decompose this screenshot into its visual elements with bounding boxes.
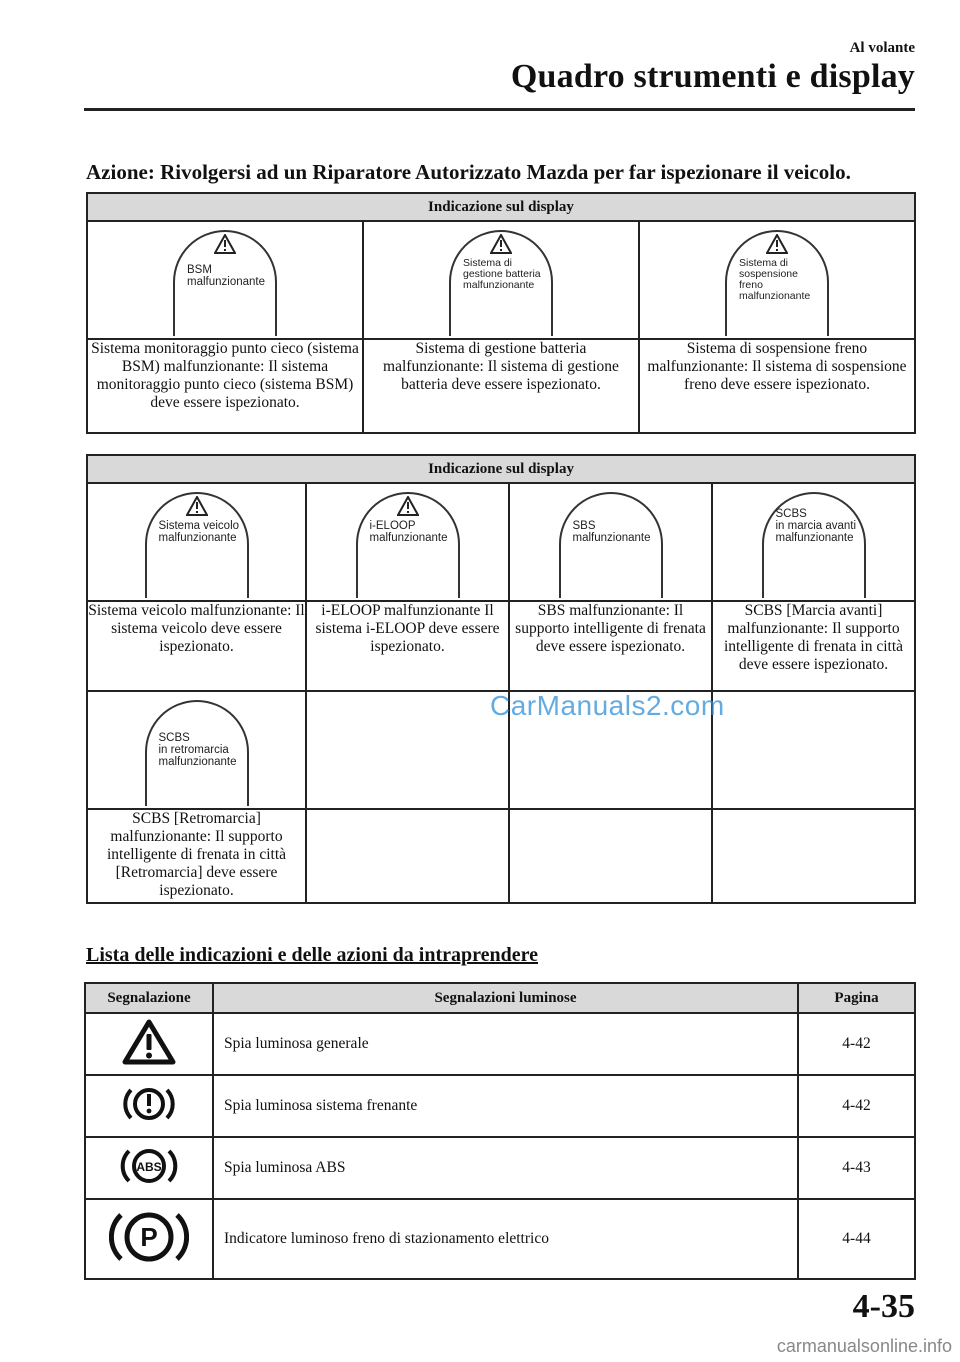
column-header: Pagina [798, 983, 915, 1013]
page-ref: 4-44 [798, 1199, 915, 1279]
description-cell: SCBS [Marcia avanti] malfunzionante: Il supporto intelligente di frenata in città deve essere ispezionato. [712, 601, 915, 691]
warning-triangle-icon [214, 234, 236, 254]
display-frame [762, 492, 866, 598]
table-row [85, 1199, 915, 1279]
svg-text:P: P [140, 1221, 158, 1252]
display-frame [559, 492, 663, 598]
table-header: Indicazione sul display [87, 455, 915, 483]
column-header: Segnalazione [85, 983, 213, 1013]
header-rule [84, 108, 915, 111]
indicator-label: Spia luminosa generale [213, 1013, 798, 1075]
display-cell [306, 483, 509, 601]
display-label: i-ELOOP malfunzionante [369, 520, 448, 544]
table-row [85, 1075, 915, 1137]
warning-triangle-icon [490, 234, 512, 254]
display-cell [87, 483, 306, 601]
warning-triangle-icon [186, 496, 208, 516]
section-heading: Lista delle indicazioni e delle azioni da intraprendere [86, 944, 539, 966]
empty-cell [306, 691, 509, 809]
table-row [85, 1137, 915, 1199]
display-frame [145, 700, 249, 806]
icon-cell [85, 1137, 213, 1199]
display-cell [87, 691, 306, 809]
indicator-label: Indicatore luminoso freno di stazionamento elettrico [213, 1199, 798, 1279]
display-frame [725, 230, 829, 336]
page-ref: 4-43 [798, 1137, 915, 1199]
icon-cell [85, 1075, 213, 1137]
action-heading: Azione: Rivolgersi ad un Riparatore Autorizzato Mazda per far ispezionare il veicolo. [86, 160, 851, 184]
display-label: BSM malfunzionante [187, 264, 265, 288]
warning-triangle-icon [397, 496, 419, 516]
description-cell: Sistema di gestione batteria malfunzionante: Il sistema di gestione batteria deve essere ispezionato. [363, 339, 639, 433]
display-cell [509, 483, 712, 601]
footer-site: carmanualsonline.info [776, 1336, 952, 1356]
page-ref: 4-42 [798, 1013, 915, 1075]
description-cell: Sistema di sospensione freno malfunzionante: Il sistema di sospensione freno deve essere ispezionato. [639, 339, 915, 433]
empty-cell [712, 691, 915, 809]
brake-warning-icon [121, 1082, 177, 1126]
empty-cell [712, 809, 915, 903]
display-frame [449, 230, 553, 336]
indicator-list-table [84, 982, 916, 1280]
display-cell [363, 221, 639, 339]
table-row [85, 1013, 915, 1075]
description-cell: Sistema monitoraggio punto cieco (sistema BSM) malfunzionante: Il sistema monitoraggio punto cieco (sistema BSM) deve essere ispezionato. [87, 339, 363, 433]
icon-cell [85, 1013, 213, 1075]
description-cell: i-ELOOP malfunzionante Il sistema i-ELOOP deve essere ispezionato. [306, 601, 509, 691]
table-header: Indicazione sul display [87, 193, 915, 221]
page-number: 4-35 [852, 1288, 915, 1325]
display-cell [87, 221, 363, 339]
indicator-label: Spia luminosa ABS [213, 1137, 798, 1199]
column-header: Segnalazioni luminose [213, 983, 798, 1013]
section-label: Al volante [849, 40, 915, 56]
empty-cell [306, 809, 509, 903]
display-frame [356, 492, 460, 598]
display-label: Sistema veicolo malfunzionante [158, 520, 240, 544]
warning-triangle-icon [766, 234, 788, 254]
display-cell [712, 483, 915, 601]
general-warning-icon [122, 1019, 176, 1065]
display-label: Sistema di sospensione freno malfunzionante [739, 257, 811, 302]
display-cell [639, 221, 915, 339]
empty-cell [509, 809, 712, 903]
description-cell: SCBS [Retromarcia] malfunzionante: Il supporto intelligente di frenata in città [Retromarcia] deve essere ispezionato. [87, 809, 306, 903]
display-label: SBS malfunzionante [572, 520, 651, 544]
display-label: SCBS in marcia avanti malfunzionante [775, 508, 857, 544]
icon-cell [85, 1199, 213, 1279]
description-cell: Sistema veicolo malfunzionante: Il sistema veicolo deve essere ispezionato. [87, 601, 306, 691]
display-label: SCBS in retromarcia malfunzionante [158, 732, 237, 768]
display-frame [173, 230, 277, 336]
display-label: Sistema di gestione batteria malfunzionante [463, 257, 541, 291]
description-cell: SBS malfunzionante: Il supporto intelligente di frenata deve essere ispezionato. [509, 601, 712, 691]
display-table-2 [86, 454, 916, 904]
watermark: CarManuals2.com [490, 690, 725, 721]
abs-warning-icon [119, 1144, 179, 1188]
parking-brake-icon [109, 1205, 189, 1269]
indicator-label: Spia luminosa sistema frenante [213, 1075, 798, 1137]
svg-text:ABS: ABS [136, 1159, 162, 1174]
page-ref: 4-42 [798, 1075, 915, 1137]
page-title: Quadro strumenti e display [510, 58, 915, 95]
display-frame [145, 492, 249, 598]
display-table-1 [86, 192, 916, 434]
